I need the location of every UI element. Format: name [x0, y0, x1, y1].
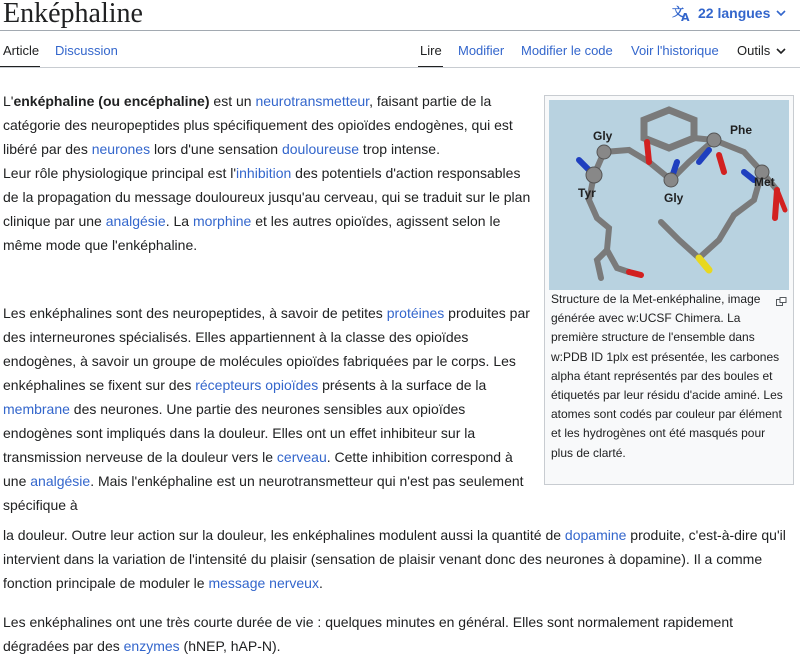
link-proteines[interactable]: protéines — [386, 305, 445, 321]
tools-label: Outils — [737, 43, 771, 58]
text: . Cette inhibition correspond à une — [3, 449, 513, 489]
intro-section — [3, 89, 533, 257]
text: L' — [3, 93, 14, 109]
label-gly-2: Gly — [664, 191, 684, 205]
molecule-image[interactable] — [549, 100, 789, 290]
tab-modifier-code[interactable]: Modifier le code — [521, 43, 613, 58]
page-title: Enképhaline — [3, 0, 143, 29]
chevron-down-icon — [776, 43, 786, 59]
text: est un — [209, 93, 256, 109]
paragraph-intro — [3, 89, 533, 161]
text: et les autres opioïdes, agissent selon le même mode que l'enképhaline. — [3, 213, 501, 253]
link-dopamine[interactable]: dopamine — [564, 527, 627, 543]
link-neurotransmetteur[interactable]: neurotransmetteur — [255, 93, 370, 109]
link-enzymes[interactable]: enzymes — [123, 638, 180, 654]
link-cerveau[interactable]: cerveau — [276, 449, 327, 465]
text: produite, c'est-à-dire qu'il intervient dans la variation de l'intensité du plaisir (sensation de plaisir venant donc des neurones à dopamine). Il a comme fonction principale de moduler le — [3, 527, 786, 591]
text: présents à la surface de la — [318, 377, 487, 393]
label-phe: Phe — [730, 123, 753, 137]
text: (hNEP, hAP-N). — [179, 638, 281, 654]
link-douloureuse[interactable]: douloureuse — [281, 141, 360, 157]
text: . La — [165, 213, 193, 229]
languages-label: 22 langues — [698, 5, 771, 21]
tab-modifier[interactable]: Modifier — [458, 43, 505, 58]
tabs-divider — [0, 67, 800, 68]
languages-button[interactable] — [672, 3, 786, 23]
svg-text:文: 文 — [672, 5, 685, 19]
link-recepteurs-opioides[interactable]: récepteurs opioïdes — [195, 377, 319, 393]
chevron-down-icon — [776, 9, 786, 17]
title-divider — [0, 30, 800, 31]
text: lors d'une sensation — [150, 141, 282, 157]
infobox — [544, 95, 794, 485]
tab-discussion[interactable]: Discussion — [55, 43, 118, 58]
text: Leur rôle physiologique principal est l' — [3, 165, 237, 181]
text: la douleur. Outre leur action sur la douleur, les enképhalines modulent aussi la quantité de — [3, 527, 565, 543]
text: produites par des interneurones spécialisés. Elles appartiennent à la classe des opioïdes endogènes, à savoir un groupe de molécules opioïdes fabriquées par le corps. Les enképhalines se fixent sur des — [3, 305, 530, 393]
text: Les enképhalines sont des neuropeptides, à savoir de petites — [3, 305, 387, 321]
text: des neurones. Une partie des neurones sensibles aux opioïdes endogènes sont impliqués dans la douleur. Elles ont un effet inhibiteur sur la transmission nerveuse de la douleur vers le — [3, 401, 476, 465]
link-inhibition[interactable]: inhibition — [236, 165, 292, 181]
text: trop intense. — [359, 141, 440, 157]
text: , faisant partie de la catégorie des neuropeptides plus spécifiquement des opioïdes endogènes, qui est libéré par des — [3, 93, 513, 157]
translate-icon — [672, 4, 692, 22]
text: . — [318, 575, 323, 591]
link-message-nerveux[interactable]: message nerveux — [208, 575, 319, 591]
text: des potentiels d'action responsables de la propagation du message douloureux jusqu'au cerveau, qui se traduit sur le plan clinique par une — [3, 165, 531, 229]
paragraph-dopamine — [3, 523, 793, 595]
link-morphine[interactable]: morphine — [192, 213, 252, 229]
paragraph-neuropeptides — [3, 301, 533, 517]
link-analgesie-2[interactable]: analgésie — [30, 473, 91, 489]
text: Les enképhalines ont une très courte durée de vie : quelques minutes en général. Elles sont normalement rapidement dégradées par des — [3, 614, 734, 654]
tab-historique[interactable]: Voir l'historique — [631, 43, 719, 58]
link-neurones[interactable]: neurones — [91, 141, 151, 157]
tab-lire[interactable]: Lire — [420, 43, 442, 58]
label-gly-1: Gly — [593, 129, 613, 143]
text: . Mais l'enképhaline est un neurotransmetteur qui n'est pas seulement spécifique à — [3, 473, 524, 513]
paragraph-role — [3, 161, 533, 257]
label-tyr: Tyr — [578, 186, 596, 200]
label-met: Met — [754, 175, 775, 189]
link-membrane[interactable]: membrane — [3, 401, 70, 417]
tab-article[interactable]: Article — [3, 43, 40, 58]
tools-menu[interactable] — [737, 43, 786, 59]
svg-text:A: A — [681, 11, 690, 22]
bold-term: enképhaline (ou encéphaline) — [13, 93, 210, 109]
infobox-caption: Structure de la Met-enképhaline, image générée avec w:UCSF Chimera. La première structure de l'ensemble dans w:PDB ID 1plx est présentée, les carbones alpha étant représentés par des boules et étiquetés par leur résidu d'acide aminé. Les atomes sont codés par couleur par élément et les hydrogènes ont été masqués pour plus de clarté. — [551, 292, 783, 460]
paragraph-duree-de-vie — [3, 610, 793, 658]
link-analgesie[interactable]: analgésie — [105, 213, 166, 229]
